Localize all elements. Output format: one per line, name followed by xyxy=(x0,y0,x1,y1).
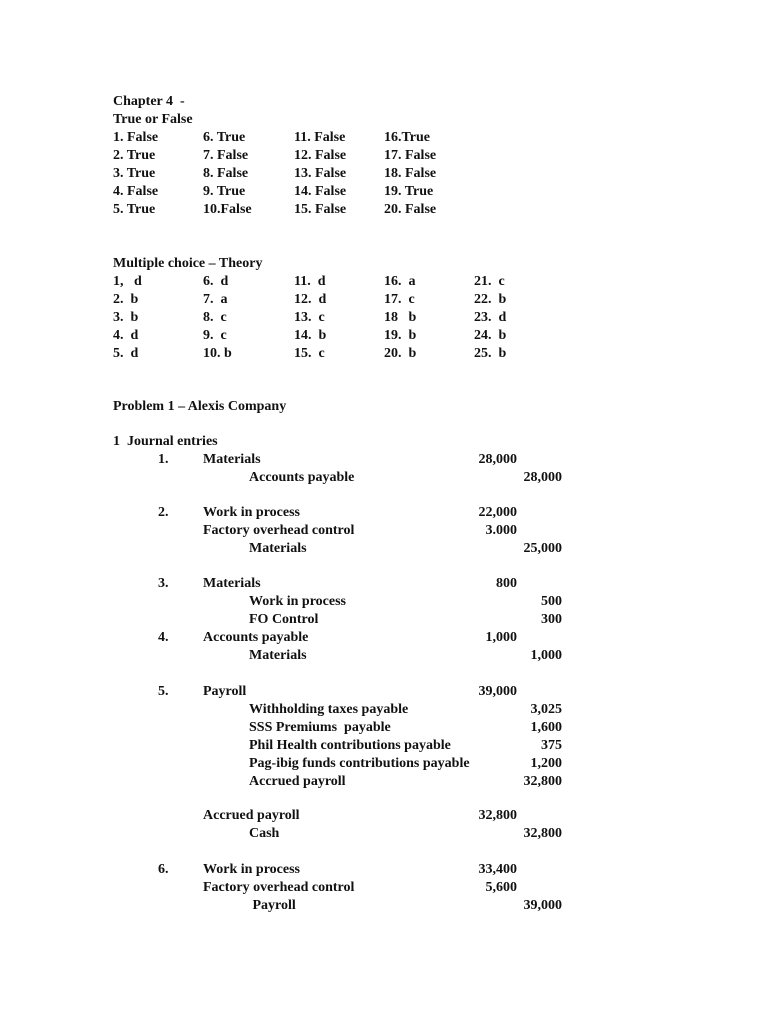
true-false-answer: 19. True xyxy=(384,184,434,199)
true-false-answer: 18. False xyxy=(384,166,437,181)
true-false-answer: 10.False xyxy=(203,202,252,217)
debit-amount: 5,600 xyxy=(485,880,517,895)
debit-account: Payroll xyxy=(203,684,247,699)
multiple-choice-answer: 16. a xyxy=(384,274,416,289)
credit-account: Materials xyxy=(249,648,307,663)
true-false-heading: True or False xyxy=(113,112,193,127)
true-false-answer: 12. False xyxy=(294,148,347,163)
entry-number: 4. xyxy=(158,630,169,645)
credit-account: Accrued payroll xyxy=(249,774,346,789)
multiple-choice-answer: 4. d xyxy=(113,328,139,343)
credit-amount: 28,000 xyxy=(523,470,562,485)
journal-entries-heading: 1 Journal entries xyxy=(113,434,218,449)
credit-amount: 32,800 xyxy=(523,826,562,841)
credit-account: Work in process xyxy=(249,594,346,609)
credit-account: Withholding taxes payable xyxy=(249,702,409,717)
debit-account: Factory overhead control xyxy=(203,880,355,895)
multiple-choice-answer: 24. b xyxy=(474,328,507,343)
true-false-answer: 11. False xyxy=(294,130,346,145)
debit-amount: 1,000 xyxy=(485,630,517,645)
multiple-choice-answer: 17. c xyxy=(384,292,415,307)
multiple-choice-answer: 2. b xyxy=(113,292,139,307)
multiple-choice-answer: 23. d xyxy=(474,310,507,325)
credit-account: SSS Premiums payable xyxy=(249,720,391,735)
credit-amount: 3,025 xyxy=(530,702,562,717)
true-false-answer: 8. False xyxy=(203,166,249,181)
entry-number: 3. xyxy=(158,576,169,591)
credit-amount: 1,000 xyxy=(530,648,562,663)
multiple-choice-answer: 14. b xyxy=(294,328,327,343)
multiple-choice-answer: 22. b xyxy=(474,292,507,307)
debit-account: Materials xyxy=(203,452,261,467)
entry-number: 2. xyxy=(158,505,169,520)
true-false-answer: 17. False xyxy=(384,148,437,163)
multiple-choice-answer: 21. c xyxy=(474,274,505,289)
multiple-choice-answer: 10. b xyxy=(203,346,232,361)
true-false-answer: 20. False xyxy=(384,202,437,217)
debit-amount: 39,000 xyxy=(478,684,517,699)
debit-account: Work in process xyxy=(203,862,300,877)
multiple-choice-answer: 6. d xyxy=(203,274,229,289)
debit-amount: 800 xyxy=(496,576,517,591)
multiple-choice-answer: 15. c xyxy=(294,346,325,361)
true-false-answer: 4. False xyxy=(113,184,159,199)
credit-amount: 300 xyxy=(541,612,562,627)
debit-account: Accounts payable xyxy=(203,630,309,645)
entry-number: 5. xyxy=(158,684,169,699)
credit-amount: 1,600 xyxy=(530,720,562,735)
true-false-answer: 3. True xyxy=(113,166,156,181)
true-false-answer: 13. False xyxy=(294,166,347,181)
debit-amount: 32,800 xyxy=(478,808,517,823)
true-false-answer: 7. False xyxy=(203,148,249,163)
debit-account: Materials xyxy=(203,576,261,591)
multiple-choice-heading: Multiple choice – Theory xyxy=(113,256,263,271)
true-false-answer: 15. False xyxy=(294,202,347,217)
multiple-choice-answer: 1, d xyxy=(113,274,142,289)
debit-amount: 28,000 xyxy=(478,452,517,467)
credit-account: Cash xyxy=(249,826,280,841)
debit-amount: 33,400 xyxy=(478,862,517,877)
true-false-answer: 2. True xyxy=(113,148,156,163)
multiple-choice-answer: 20. b xyxy=(384,346,417,361)
debit-account: Accrued payroll xyxy=(203,808,300,823)
credit-amount: 25,000 xyxy=(523,541,562,556)
credit-amount: 39,000 xyxy=(523,898,562,913)
multiple-choice-answer: 3. b xyxy=(113,310,139,325)
debit-amount: 3.000 xyxy=(485,523,517,538)
multiple-choice-answer: 25. b xyxy=(474,346,507,361)
credit-account: Payroll xyxy=(249,898,296,913)
credit-account: Pag-ibig funds contributions payable xyxy=(249,756,470,771)
true-false-answer: 9. True xyxy=(203,184,246,199)
true-false-answer: 16.True xyxy=(384,130,431,145)
chapter-title: Chapter 4 - xyxy=(113,94,185,109)
credit-account: FO Control xyxy=(249,612,319,627)
multiple-choice-answer: 11. d xyxy=(294,274,326,289)
credit-amount: 375 xyxy=(541,738,562,753)
credit-amount: 32,800 xyxy=(523,774,562,789)
debit-account: Factory overhead control xyxy=(203,523,355,538)
true-false-answer: 6. True xyxy=(203,130,246,145)
true-false-answer: 1. False xyxy=(113,130,159,145)
problem-title: Problem 1 – Alexis Company xyxy=(113,399,287,414)
multiple-choice-answer: 18 b xyxy=(384,310,417,325)
multiple-choice-answer: 9. c xyxy=(203,328,227,343)
credit-amount: 1,200 xyxy=(530,756,562,771)
credit-amount: 500 xyxy=(541,594,562,609)
true-false-answer: 5. True xyxy=(113,202,156,217)
credit-account: Phil Health contributions payable xyxy=(249,738,451,753)
multiple-choice-answer: 13. c xyxy=(294,310,325,325)
debit-account: Work in process xyxy=(203,505,300,520)
debit-amount: 22,000 xyxy=(478,505,517,520)
multiple-choice-answer: 7. a xyxy=(203,292,228,307)
true-false-answer: 14. False xyxy=(294,184,347,199)
multiple-choice-answer: 19. b xyxy=(384,328,417,343)
credit-account: Materials xyxy=(249,541,307,556)
multiple-choice-answer: 12. d xyxy=(294,292,327,307)
multiple-choice-answer: 5. d xyxy=(113,346,139,361)
entry-number: 1. xyxy=(158,452,169,467)
credit-account: Accounts payable xyxy=(249,470,355,485)
multiple-choice-answer: 8. c xyxy=(203,310,227,325)
entry-number: 6. xyxy=(158,862,169,877)
